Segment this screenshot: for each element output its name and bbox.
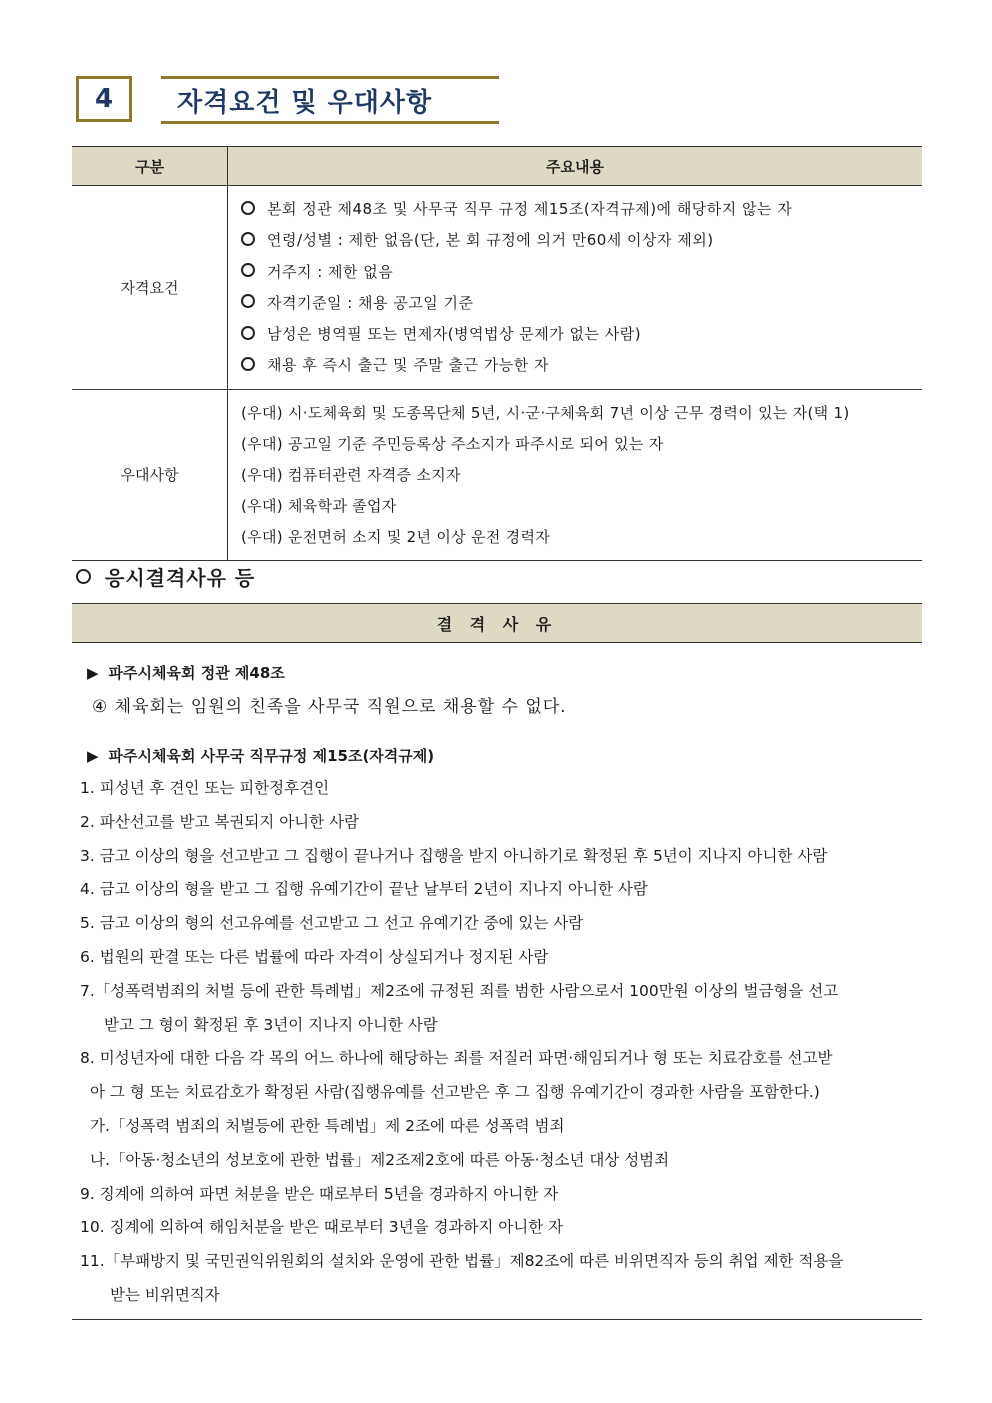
list-item: 1. 피성년 후 견인 또는 피한정후견인 <box>80 779 330 797</box>
article-title: ▶ 파주시체육회 사무국 직무규정 제15조(자격규제) <box>87 747 435 765</box>
list-item: 자격기준일 : 채용 공고일 기준 <box>241 288 921 319</box>
article-title: ▶ 파주시체육회 정관 제48조 <box>87 664 285 682</box>
circle-bullet-icon <box>76 569 91 584</box>
bottom-divider <box>72 1319 922 1320</box>
circle-bullet-icon <box>241 232 255 246</box>
list-item: 6. 법원의 판결 또는 다른 법률에 따라 자격이 상실되거나 정지된 사람 <box>80 947 549 966</box>
list-item: 본회 정관 제48조 및 사무국 직무 규정 제15조(자격규제)에 해당하지 않는 자 <box>241 194 921 225</box>
list-item: (우대) 운전면허 소지 및 2년 이상 운전 경력자 <box>241 527 551 546</box>
row-label-qualification: 자격요건 <box>72 186 228 390</box>
list-item-continuation: 받는 비위면직자 <box>110 1285 220 1304</box>
list-item: 8. 미성년자에 대한 다음 각 목의 어느 하나에 해당하는 죄를 저질러 파면·해임되거나 형 또는 치료감호를 선고받 <box>80 1049 833 1068</box>
circle-bullet-icon <box>241 294 255 308</box>
article-clause: ④ 체육회는 임원의 친족을 사무국 직원으로 채용할 수 없다. <box>92 697 567 717</box>
list-item: (우대) 시·도체육회 및 도종목단체 5년, 시·군·구체육회 7년 이상 근무 경력이 있는 자(택 1) <box>241 403 850 422</box>
sub-item: 가.「성폭력 범죄의 처벌등에 관한 특례법」제 2조에 따른 성폭력 범죄 <box>90 1116 565 1135</box>
sub-item: 나.「아동·청소년의 성보호에 관한 법률」제2조제2호에 따른 아동·청소년 대상 성범죄 <box>90 1150 670 1169</box>
list-item: (우대) 체육학과 졸업자 <box>241 496 397 515</box>
section-number: 4 <box>76 76 132 122</box>
row-label-preference: 우대사항 <box>72 389 228 560</box>
table-row <box>72 389 922 560</box>
row-content-preference <box>228 389 923 560</box>
list-item: (우대) 공고일 기준 주민등록상 주소지가 파주시로 되어 있는 자 <box>241 434 664 453</box>
disqualification-list <box>80 772 930 1313</box>
list-item: 거주지 : 제한 없음 <box>241 257 921 288</box>
triangle-marker-icon: ▶ <box>87 664 99 682</box>
list-item: 9. 징계에 의하여 파면 처분을 받은 때로부터 5년을 경과하지 아니한 자 <box>80 1184 559 1203</box>
header-category: 구분 <box>72 147 228 186</box>
list-item: 10. 징계에 의하여 해임처분을 받은 때로부터 3년을 경과하지 아니한 자 <box>80 1218 564 1237</box>
header-content: 주요내용 <box>228 147 923 186</box>
list-item: 남성은 병역필 또는 면제자(병역법상 문제가 없는 사람) <box>241 319 921 350</box>
list-item: (우대) 컴퓨터관련 자격증 소지자 <box>241 465 461 484</box>
list-item: 2. 파산선고를 받고 복권되지 아니한 사람 <box>80 812 359 831</box>
disqualification-band: 결 격 사 유 <box>72 603 922 643</box>
table-row <box>72 186 922 390</box>
circle-bullet-icon <box>241 201 255 215</box>
table-header-row <box>72 147 922 186</box>
list-item: 채용 후 즉시 출근 및 주말 출근 가능한 자 <box>241 350 921 381</box>
list-item-continuation: 받고 그 형이 확정된 후 3년이 지나지 아니한 사람 <box>104 1015 438 1034</box>
circle-bullet-icon <box>241 326 255 340</box>
section-title: 자격요건 및 우대사항 <box>161 76 499 124</box>
requirements-table <box>72 146 922 561</box>
list-item: 7.「성폭력범죄의 처벌 등에 관한 특례법」제2조에 규정된 죄를 범한 사람으로서 100만원 이상의 벌금형을 선고 <box>80 981 839 1000</box>
circle-bullet-icon <box>241 263 255 277</box>
list-item: 5. 금고 이상의 형의 선고유예를 선고받고 그 선고 유예기간 중에 있는 사람 <box>80 914 584 933</box>
disqualification-heading: 응시결격사유 등 <box>76 562 255 591</box>
list-item: 11.「부패방지 및 국민권익위원회의 설치와 운영에 관한 법률」제82조에 따른 비위면직자 등의 취업 제한 적용을 <box>80 1252 844 1271</box>
circle-bullet-icon <box>241 357 255 371</box>
row-content-qualification <box>228 186 923 390</box>
triangle-marker-icon: ▶ <box>87 747 99 765</box>
list-item: 연령/성별 : 제한 없음(단, 본 회 규정에 의거 만60세 이상자 제외) <box>241 225 921 256</box>
list-item-continuation: 아 그 형 또는 치료감호가 확정된 사람(집행유예를 선고받은 후 그 집행 유예기간이 경과한 사람을 포함한다.) <box>90 1083 820 1102</box>
list-item: 4. 금고 이상의 형을 받고 그 집행 유예기간이 끝난 날부터 2년이 지나지 아니한 사람 <box>80 880 648 899</box>
list-item: 3. 금고 이상의 형을 선고받고 그 집행이 끝나거나 집행을 받지 아니하기로 확정된 후 5년이 지나지 아니한 사람 <box>80 846 828 865</box>
